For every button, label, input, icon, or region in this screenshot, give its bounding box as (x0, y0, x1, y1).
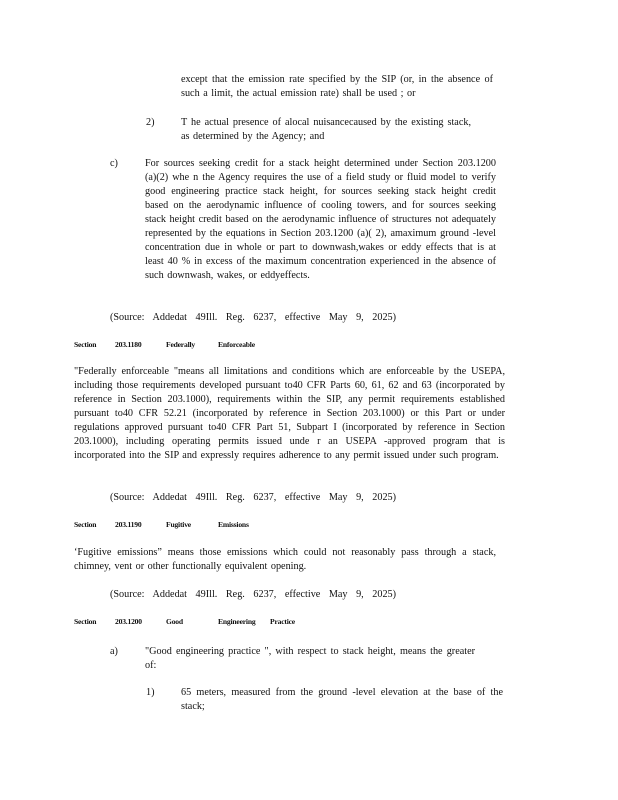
item-1-text: 65 meters, measured from the ground -level elevation at the base of the stack; (181, 687, 503, 712)
section-heading-1190 (74, 520, 249, 530)
definition-federally-enforceable: "Federally enforceable "means all limitations and conditions which are enforceable by the USEPA, including those requirements developed pursuant to40 CFR Parts 60, 61, 62 and 63 (incorporated by reference in Section 203.1000), requirements within the SIP, any permit requirements established pursuant to40 CFR 52.21 (incorporated by reference in Section 203.1000) or this Part or under regulations approved pursuant to40 CFR Part 51, Subpart I (incorporated by reference in Section 203.1000), including operating permits issued unde r an USEPA -approved program that is incorporated into the SIP and expressly requires adherence to any permit issued under such program. (74, 366, 505, 461)
section-number: 203.1200 (115, 617, 142, 626)
source-note-2: (Source: Addedat 49Ill. Reg. 6237, effective May 9, 2025) (110, 492, 397, 503)
section-title-word: Fugitive (166, 520, 191, 529)
section-title-word: Emissions (218, 520, 249, 529)
continued-paragraph: except that the emission rate specified by the SIP (or, in the absence of such a limit, the actual emission rate) shall be used ; or (181, 74, 493, 99)
item-1-label: 1) (146, 687, 155, 698)
section-word: Section (74, 340, 97, 349)
item-2-label: 2) (146, 117, 155, 128)
item-c-label: c) (110, 158, 118, 169)
item-a-label: a) (110, 646, 118, 657)
section-title-word: Federally (166, 340, 195, 349)
section-heading-1200 (74, 617, 295, 627)
item-2-text: T he actual presence of alocal nuisancecaused by the existing stack, as determined by the Agency; and (181, 117, 471, 142)
section-title-word: Enforceable (218, 340, 255, 349)
section-heading-1180 (74, 340, 255, 350)
source-note-3: (Source: Addedat 49Ill. Reg. 6237, effective May 9, 2025) (110, 589, 397, 600)
item-c-text: For sources seeking credit for a stack height determined under Section 203.1200 (a)(2) whe n the Agency requires the use of a field study or fluid model to verify good engineering practice stack height, for sources seeking stack height credit based on the aerodynamic influence of cooling towers, and for sources seeking stack height credit based on the aerodynamic influence of structures not adequately represented by the equations in Section 203.1200 (a)( 2), amaximum ground -level concentration due in whole or part to downwash,wakes or eddy effects that is at least 40 % in excess of the maximum concentration experienced in the absence of such downwash, wakes, or eddyeffects. (145, 158, 496, 281)
definition-fugitive-emissions: ‘Fugitive emissions” means those emissions which could not reasonably pass through a stack, chimney, vent or other functionally equivalent opening. (74, 547, 496, 572)
section-number: 203.1190 (115, 520, 142, 529)
section-number: 203.1180 (115, 340, 142, 349)
section-title-word: Engineering (218, 617, 256, 626)
item-a-text: "Good engineering practice ", with respect to stack height, means the greater of: (145, 646, 475, 671)
section-word: Section (74, 520, 97, 529)
section-title-word: Practice (270, 617, 295, 626)
section-word: Section (74, 617, 97, 626)
section-title-word: Good (166, 617, 183, 626)
source-note-1: (Source: Addedat 49Ill. Reg. 6237, effective May 9, 2025) (110, 312, 397, 323)
